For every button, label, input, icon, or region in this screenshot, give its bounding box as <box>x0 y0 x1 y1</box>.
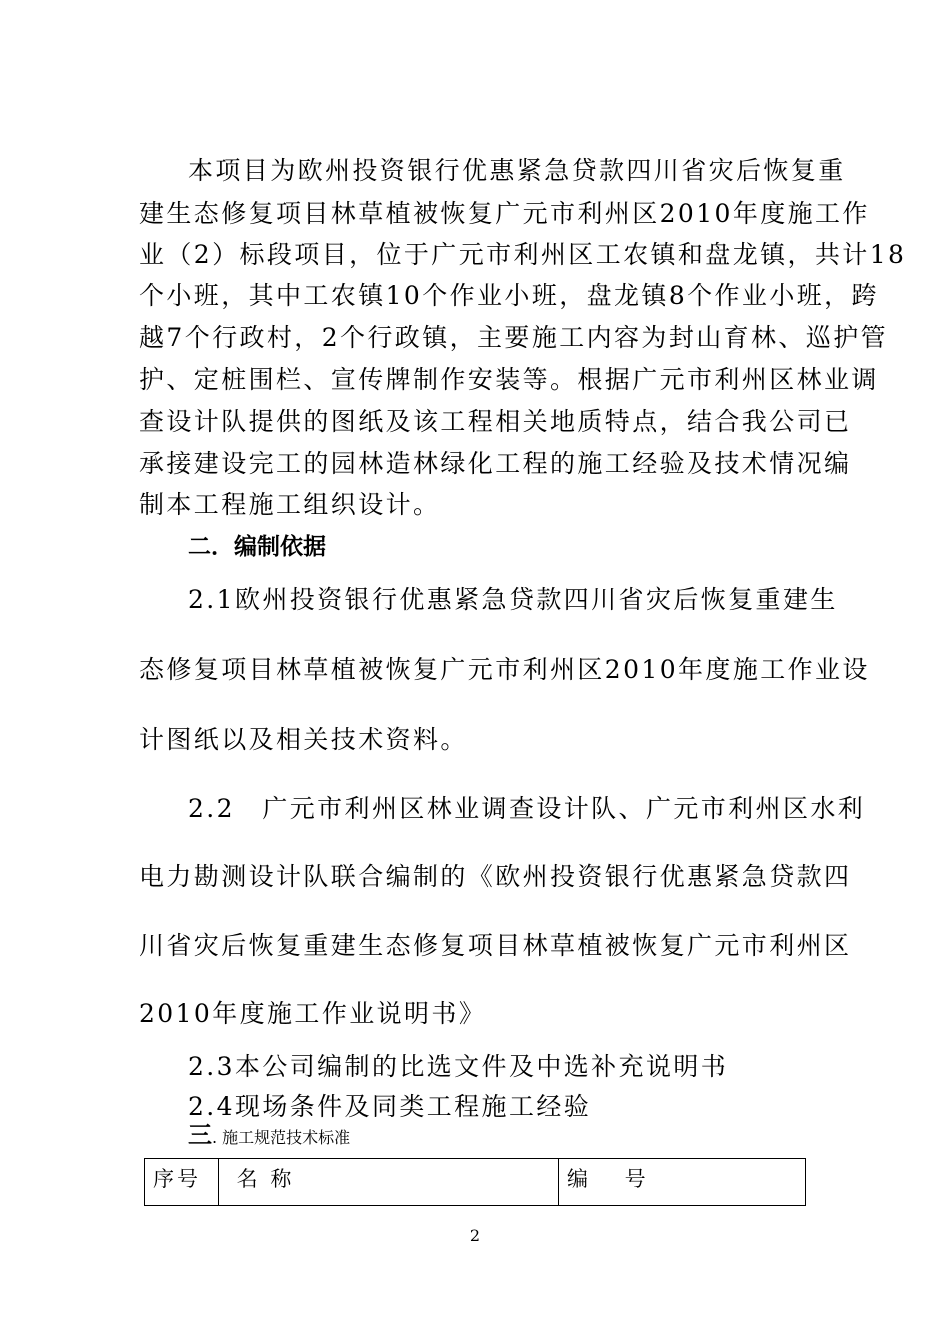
section-number: 三 <box>188 1121 212 1149</box>
intro-line: 越7个行政村，2个行政镇，主要施工内容为封山育林、巡护管 <box>139 323 889 352</box>
basis-item: 2.3本公司编制的比选文件及中选补充说明书 <box>188 1052 729 1081</box>
section-heading <box>188 1120 350 1153</box>
basis-item: 2.4现场条件及同类工程施工经验 <box>188 1092 592 1121</box>
intro-line: 建生态修复项目林草植被恢复广元市利州区2010年度施工作 <box>139 199 870 228</box>
intro-line: 个小班，其中工农镇10个作业小班，盘龙镇8个作业小班，跨 <box>139 281 879 310</box>
table-header-cell: 编 号 <box>559 1159 806 1206</box>
basis-item: 2.1欧州投资银行优惠紧急贷款四川省灾后恢复重建生 <box>188 585 838 614</box>
intro-line: 承接建设完工的园林造林绿化工程的施工经验及技术情况编 <box>139 449 852 478</box>
basis-item: 川省灾后恢复重建生态修复项目林草植被恢复广元市利州区 <box>139 931 852 960</box>
standards-table <box>144 1158 806 1206</box>
table-header-cell: 名 称 <box>219 1159 559 1206</box>
table-header-cell: 序号 <box>145 1159 219 1206</box>
basis-item: 计图纸以及相关技术资料。 <box>139 725 468 754</box>
intro-line: 护、定桩围栏、宣传牌制作安装等。根据广元市利州区林业调 <box>139 365 879 394</box>
table-header-row <box>145 1159 806 1206</box>
intro-line: 制本工程施工组织设计。 <box>139 490 441 519</box>
section-heading: 二．编制依据 <box>188 534 326 560</box>
intro-line: 业（2）标段项目，位于广元市利州区工农镇和盘龙镇，共计18 <box>139 240 907 269</box>
section-title: . 施工规范技术标准 <box>212 1128 351 1147</box>
page-number: 2 <box>469 1226 481 1245</box>
intro-line: 查设计队提供的图纸及该工程相关地质特点，结合我公司已 <box>139 407 852 436</box>
intro-line: 本项目为欧州投资银行优惠紧急贷款四川省灾后恢复重 <box>188 156 846 185</box>
basis-item: 态修复项目林草植被恢复广元市利州区2010年度施工作业设 <box>139 655 870 684</box>
basis-item: 电力勘测设计队联合编制的《欧州投资银行优惠紧急贷款四 <box>139 862 852 891</box>
basis-item: 2.2 广元市利州区林业调查设计队、广元市利州区水利 <box>188 794 866 823</box>
basis-item: 2010年度施工作业说明书》 <box>139 999 487 1028</box>
